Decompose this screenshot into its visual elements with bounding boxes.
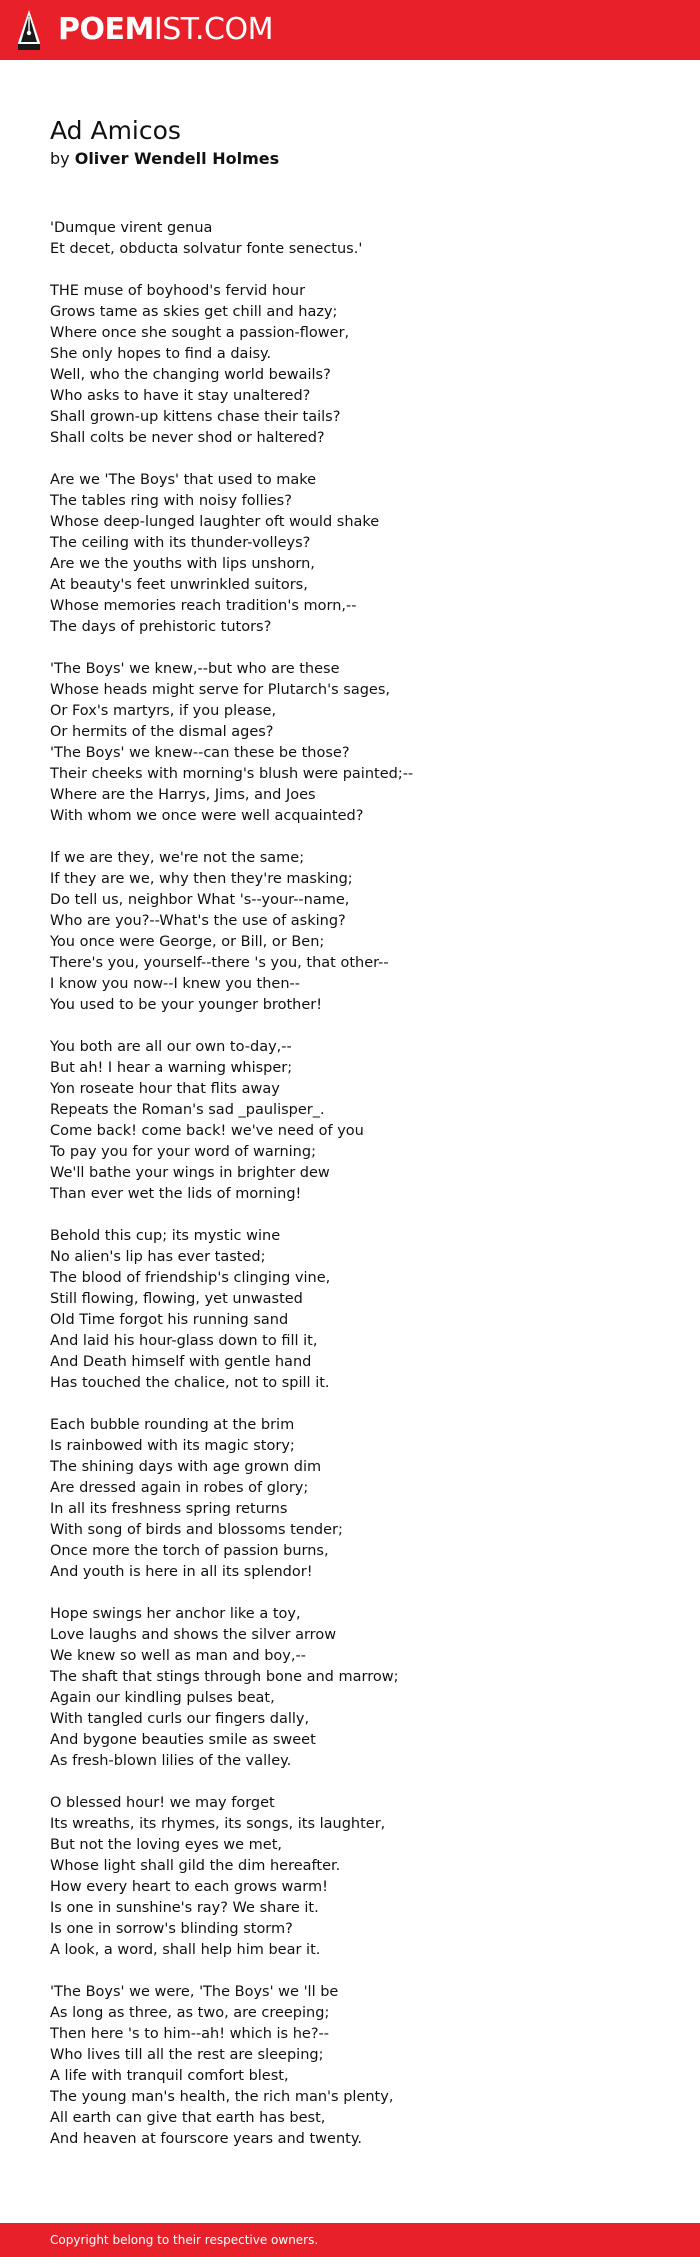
- poem-line: Or hermits of the dismal ages?: [50, 724, 274, 740]
- poem-line: Again our kindling pulses beat,: [50, 1690, 275, 1706]
- poem-stanza: [50, 1415, 670, 1583]
- poem-line: And bygone beauties smile as sweet: [50, 1732, 316, 1748]
- poem-line: Do tell us, neighbor What 's--your--name,: [50, 892, 350, 908]
- poem-line: Then here 's to him--ah! which is he?--: [50, 2026, 329, 2042]
- poem-line: Whose memories reach tradition's morn,--: [50, 598, 357, 614]
- poem-line: And youth is here in all its splendor!: [50, 1564, 313, 1580]
- poem-stanza: [50, 1037, 670, 1205]
- poem-line: Yon roseate hour that flits away: [50, 1081, 280, 1097]
- poem-line: Who are you?--What's the use of asking?: [50, 913, 346, 929]
- poem-byline: [50, 147, 279, 171]
- poem-stanza: [50, 470, 670, 638]
- byline-prefix: by: [50, 149, 70, 168]
- poem-stanza: [50, 218, 670, 260]
- poem-author[interactable]: Oliver Wendell Holmes: [74, 149, 280, 168]
- poem-line: 'The Boys' we were, 'The Boys' we 'll be: [50, 1984, 339, 2000]
- poem-line: Hope swings her anchor like a toy,: [50, 1606, 301, 1622]
- poem-line: The shining days with age grown dim: [50, 1459, 322, 1475]
- site-logo[interactable]: [16, 9, 273, 51]
- poem-line: At beauty's feet unwrinkled suitors,: [50, 577, 308, 593]
- poem-line: The ceiling with its thunder-volleys?: [50, 535, 311, 551]
- poem-line: Is one in sunshine's ray? We share it.: [50, 1900, 319, 1916]
- poem-stanza: [50, 1226, 670, 1394]
- poem-line: Shall grown-up kittens chase their tails?: [50, 409, 341, 425]
- poem-line: I know you now--I knew you then--: [50, 976, 301, 992]
- poem-line: Whose light shall gild the dim hereafter.: [50, 1858, 341, 1874]
- poem-line: Come back! come back! we've need of you: [50, 1123, 364, 1139]
- poem-line: And Death himself with gentle hand: [50, 1354, 312, 1370]
- poem-line: Well, who the changing world bewails?: [50, 367, 331, 383]
- poem-line: A look, a word, shall help him bear it.: [50, 1942, 321, 1958]
- poem-line: With tangled curls our fingers dally,: [50, 1711, 310, 1727]
- poem-stanza: [50, 848, 670, 1016]
- logo-text-light: IST.COM: [153, 12, 273, 47]
- poem-line: We'll bathe your wings in brighter dew: [50, 1165, 330, 1181]
- poem-line: Whose heads might serve for Plutarch's sages,: [50, 682, 390, 698]
- poem-line: The blood of friendship's clinging vine,: [50, 1270, 331, 1286]
- poem-line: And heaven at fourscore years and twenty.: [50, 2131, 362, 2147]
- poem-line: The days of prehistoric tutors?: [50, 619, 272, 635]
- poem-line: As long as three, as two, are creeping;: [50, 2005, 330, 2021]
- poem-line: Or Fox's martyrs, if you please,: [50, 703, 277, 719]
- poem-line: If they are we, why then they're masking;: [50, 871, 353, 887]
- poem-line: Repeats the Roman's sad _paulisper_.: [50, 1102, 325, 1118]
- logo-text: [58, 9, 273, 51]
- poem-line: How every heart to each grows warm!: [50, 1879, 328, 1895]
- site-header: [0, 0, 700, 60]
- poem-line: Than ever wet the lids of morning!: [50, 1186, 302, 1202]
- poem-line: Grows tame as skies get chill and hazy;: [50, 304, 338, 320]
- poem-stanza: [50, 1982, 670, 2150]
- poem-line: All earth can give that earth has best,: [50, 2110, 326, 2126]
- poem-line: Are dressed again in robes of glory;: [50, 1480, 309, 1496]
- poem-line: Love laughs and shows the silver arrow: [50, 1627, 337, 1643]
- poem-line: Behold this cup; its mystic wine: [50, 1228, 281, 1244]
- poem-line: But not the loving eyes we met,: [50, 1837, 283, 1853]
- poem-line: To pay you for your word of warning;: [50, 1144, 316, 1160]
- poem-line: We knew so well as man and boy,--: [50, 1648, 306, 1664]
- poem-line: 'Dumque virent genua: [50, 220, 213, 236]
- poem-line: With song of birds and blossoms tender;: [50, 1522, 343, 1538]
- poem-line: Is one in sorrow's blinding storm?: [50, 1921, 293, 1937]
- poem-line: There's you, yourself--there 's you, that other--: [50, 955, 389, 971]
- poem-line: She only hopes to find a daisy.: [50, 346, 272, 362]
- poem-line: THE muse of boyhood's fervid hour: [50, 283, 306, 299]
- poem-line: Shall colts be never shod or haltered?: [50, 430, 325, 446]
- poem-line: If we are they, we're not the same;: [50, 850, 305, 866]
- poem-line: Old Time forgot his running sand: [50, 1312, 289, 1328]
- poem-line: Who asks to have it stay unaltered?: [50, 388, 311, 404]
- poem-line: Is rainbowed with its magic story;: [50, 1438, 295, 1454]
- site-footer: [0, 2223, 700, 2257]
- poem-line: Each bubble rounding at the brim: [50, 1417, 295, 1433]
- poem-stanza: [50, 281, 670, 449]
- poem-line: 'The Boys' we knew--can these be those?: [50, 745, 350, 761]
- poem-line: Where are the Harrys, Jims, and Joes: [50, 787, 316, 803]
- poem-body: [50, 218, 670, 2171]
- poem-stanza: [50, 1793, 670, 1961]
- poem-line: Their cheeks with morning's blush were painted;--: [50, 766, 414, 782]
- logo-text-strong: POEM: [58, 12, 154, 47]
- poem-line: And laid his hour-glass down to fill it,: [50, 1333, 318, 1349]
- poem-line: A life with tranquil comfort blest,: [50, 2068, 289, 2084]
- poem-line: Where once she sought a passion-flower,: [50, 325, 350, 341]
- poem-line: Et decet, obducta solvatur fonte senectus.': [50, 241, 363, 257]
- poem-line: Its wreaths, its rhymes, its songs, its laughter,: [50, 1816, 386, 1832]
- poem-line: With whom we once were well acquainted?: [50, 808, 364, 824]
- poem-line: In all its freshness spring returns: [50, 1501, 288, 1517]
- poem-line: Are we 'The Boys' that used to make: [50, 472, 317, 488]
- poem-line: Whose deep-lunged laughter oft would shake: [50, 514, 380, 530]
- poem-line: You once were George, or Bill, or Ben;: [50, 934, 325, 950]
- poem-line: Once more the torch of passion burns,: [50, 1543, 329, 1559]
- poem-stanza: [50, 1604, 670, 1772]
- poem-line: No alien's lip has ever tasted;: [50, 1249, 266, 1265]
- copyright-text: Copyright belong to their respective owners.: [50, 2233, 319, 2247]
- poem-line: Who lives till all the rest are sleeping;: [50, 2047, 324, 2063]
- poem-line: Still flowing, flowing, yet unwasted: [50, 1291, 303, 1307]
- poem-line: You used to be your younger brother!: [50, 997, 323, 1013]
- poem-title: Ad Amicos: [50, 116, 181, 145]
- poem-line: The young man's health, the rich man's plenty,: [50, 2089, 394, 2105]
- poem-line: The tables ring with noisy follies?: [50, 493, 292, 509]
- poem-stanza: [50, 659, 670, 827]
- poem-line: Are we the youths with lips unshorn,: [50, 556, 315, 572]
- poem-line: O blessed hour! we may forget: [50, 1795, 275, 1811]
- poem-line: You both are all our own to-day,--: [50, 1039, 292, 1055]
- poem-line: Has touched the chalice, not to spill it.: [50, 1375, 330, 1391]
- poem-line: But ah! I hear a warning whisper;: [50, 1060, 293, 1076]
- poem-line: The shaft that stings through bone and marrow;: [50, 1669, 399, 1685]
- poem-line: 'The Boys' we knew,--but who are these: [50, 661, 340, 677]
- pen-nib-icon: [16, 9, 42, 51]
- poem-line: As fresh-blown lilies of the valley.: [50, 1753, 292, 1769]
